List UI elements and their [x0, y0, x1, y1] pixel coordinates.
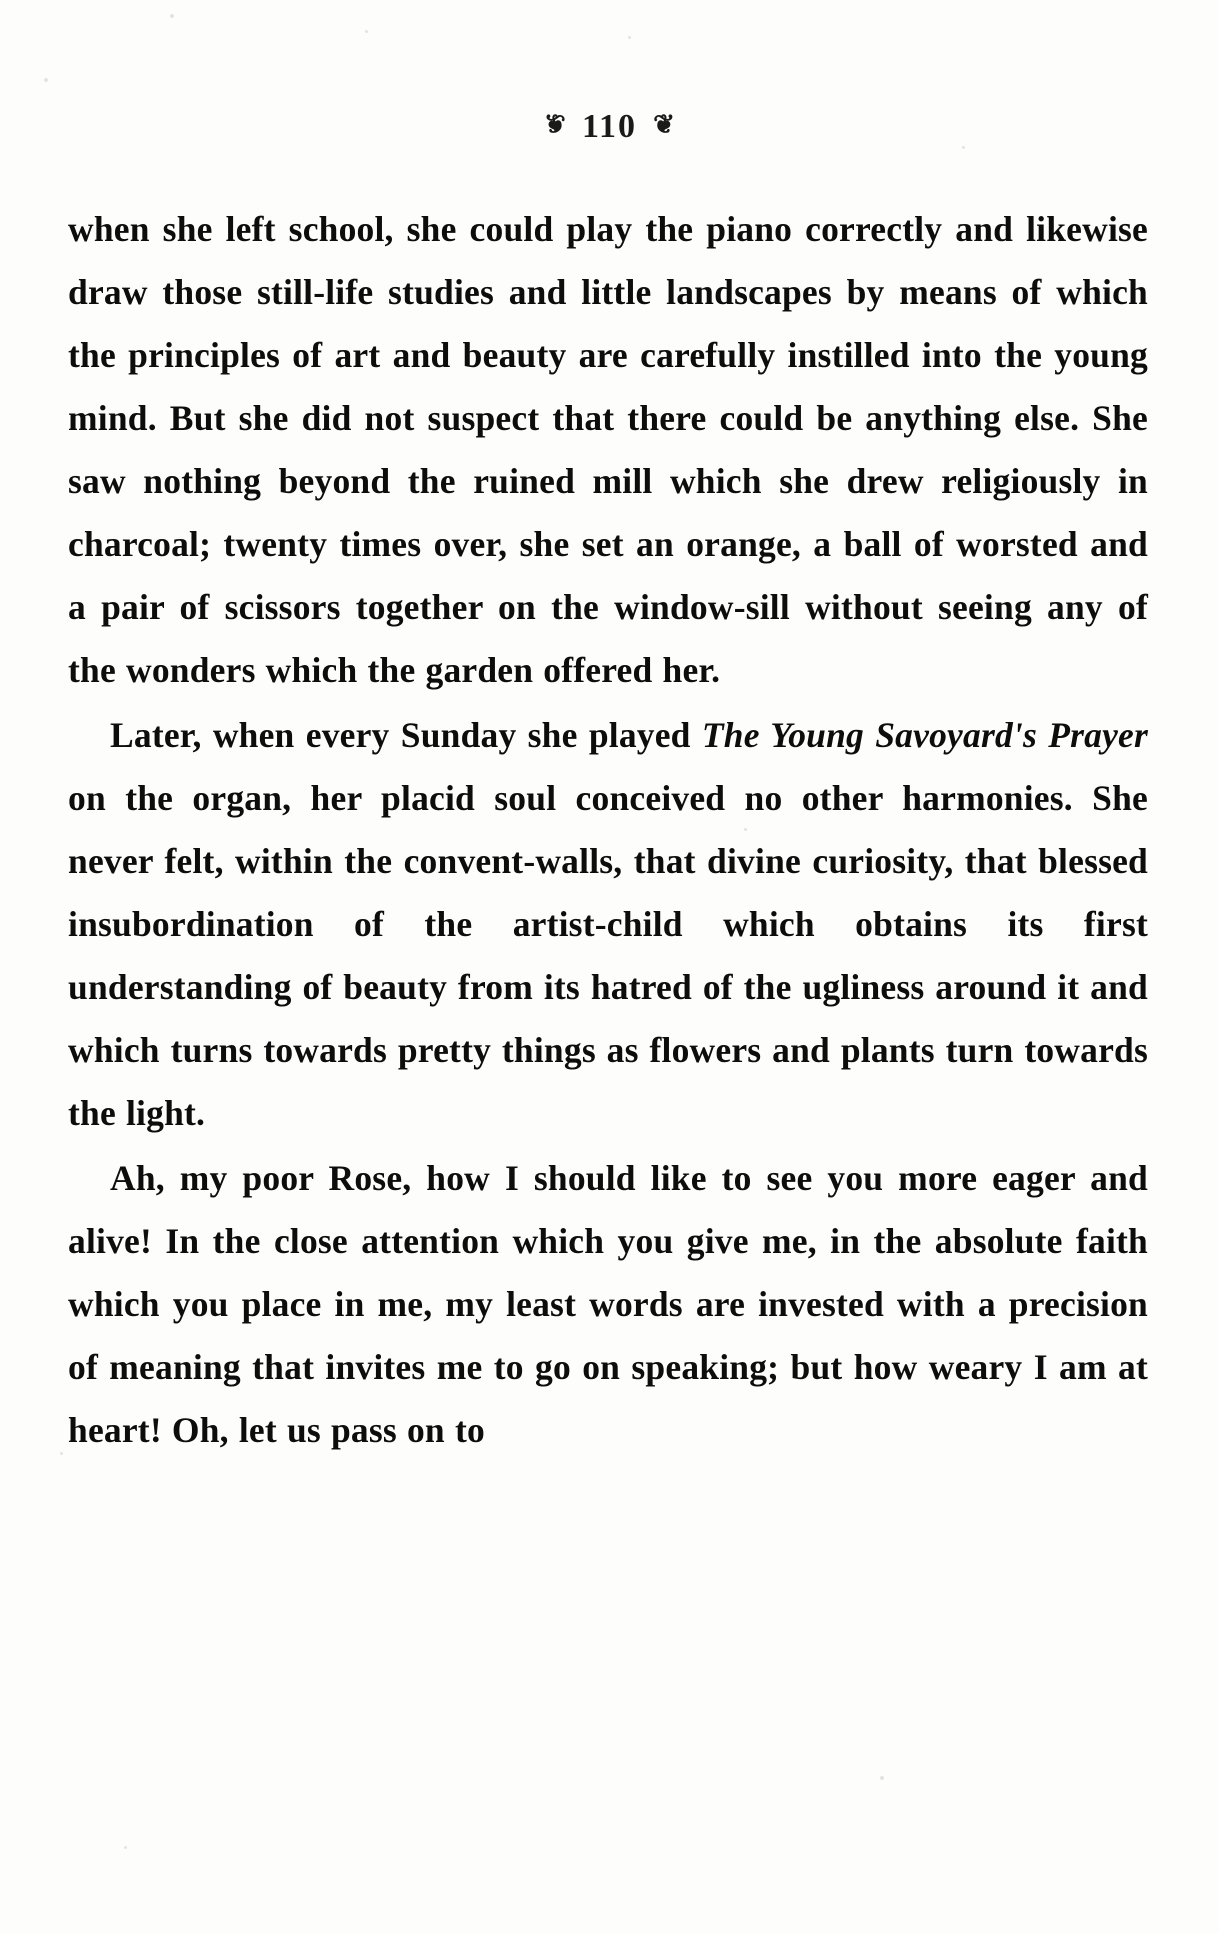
paper-speck: [170, 14, 174, 18]
italic-title-run: The Young Savoyard's Prayer: [701, 715, 1149, 755]
fleuron-ornament-right-icon: ❦: [653, 110, 677, 139]
paper-speck: [124, 1846, 127, 1849]
paper-speck: [60, 1452, 63, 1455]
paper-speck: [365, 30, 368, 33]
paper-speck: [880, 1776, 884, 1780]
paragraph: [68, 1147, 1148, 1462]
paper-speck: [962, 146, 965, 149]
text-run: Ah, my poor Rose, how I should like to see you more eager and alive! In the close attention which you give me, in the absolute faith which you place in me, my least words are invested with a precision of meaning that invites me to go on speaking; but how weary I am at heart! Oh, let us pass on to: [68, 1158, 1148, 1450]
paper-speck: [44, 78, 48, 82]
text-run: when she left school, she could play the piano correctly and likewise draw those still-life studies and little landscapes by means of which the principles of art and beauty are carefully instilled into the young mind. But she did not suspect that there could be anything else. She saw nothing beyond the ruined mill which she drew religiously in charcoal; twenty times over, she set an orange, a ball of worsted and a pair of scissors together on the window-sill without seeing any of the wonders which the garden offered her.: [68, 209, 1148, 690]
fleuron-ornament-left-icon: ❦: [542, 110, 566, 139]
page-number: 110: [581, 108, 638, 145]
page-body: [68, 198, 1148, 1464]
paragraph: [68, 198, 1148, 702]
page-header: [0, 108, 1219, 146]
text-run: Later, when every Sunday she played: [110, 715, 702, 755]
paper-speck: [628, 36, 631, 39]
text-run: on the organ, her placid soul conceived no other harmonies. She never felt, within the convent-walls, that divine curiosity, that blessed insubordination of the artist-child which obtains its first understanding of beauty from its hatred of the ugliness around it and which turns towards pretty things as flowers and plants turn towards the light.: [68, 778, 1148, 1133]
paragraph: [68, 704, 1148, 1145]
